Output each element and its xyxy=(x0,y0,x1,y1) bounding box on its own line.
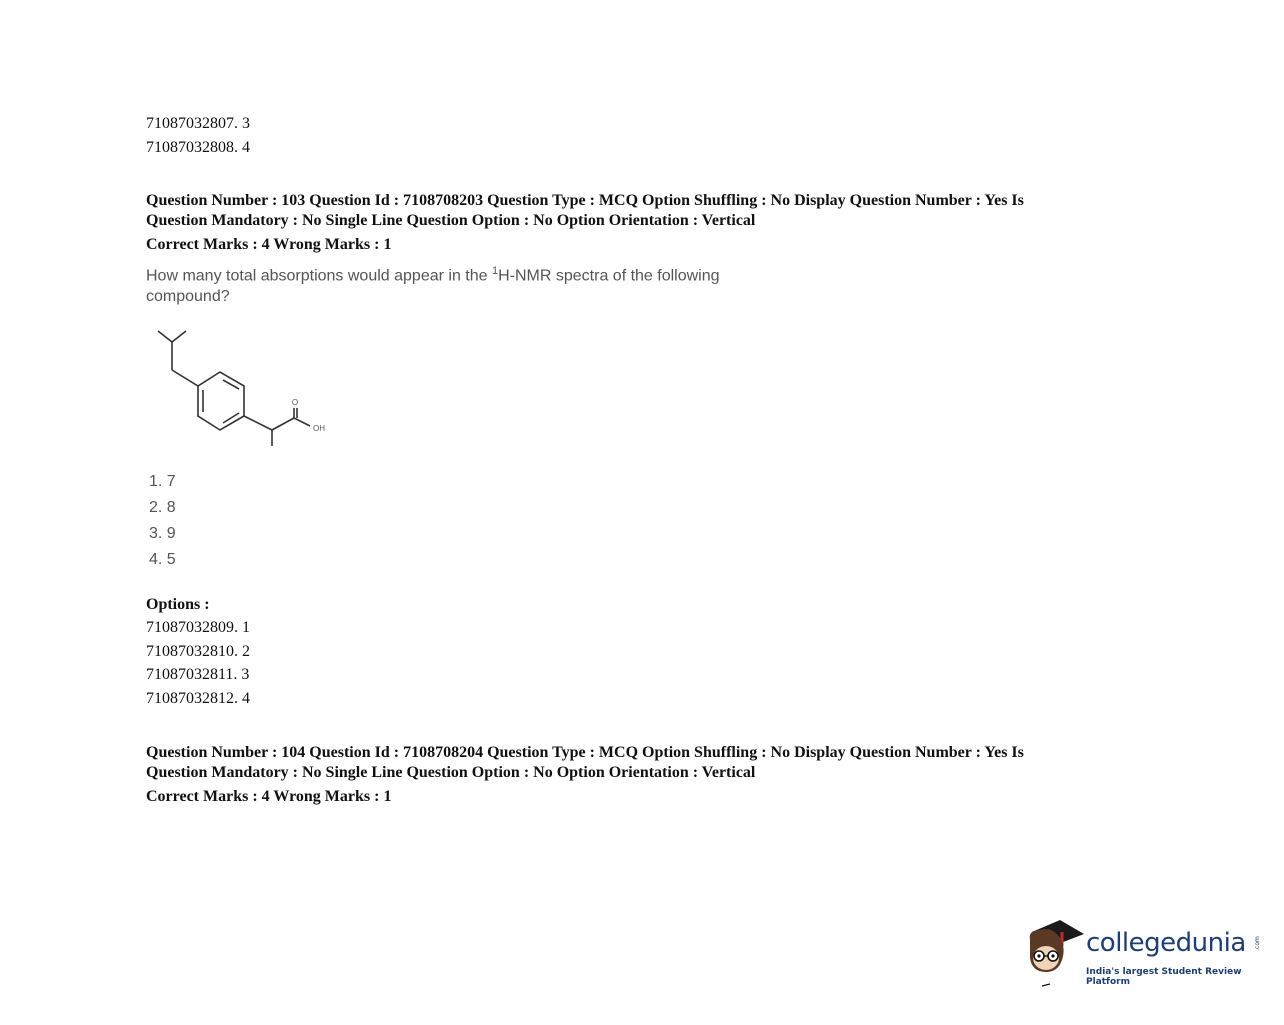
q103-header-line2: Question Mandatory : No Single Line Question Option : No Option Orientation : Vertical xyxy=(146,212,756,229)
q103-question-line1: How many total absorptions would appear in the $^1$H-NMR spectra of the following xyxy=(146,265,720,285)
q103-choice-2: 2. 8 xyxy=(149,499,176,516)
collegedunia-logo xyxy=(1022,918,1262,988)
q103-header-line1: Question Number : 103 Question Id : 7108708203 Question Type : MCQ Option Shuffling : No Display Question Number : Yes Is xyxy=(146,192,1024,209)
brand-tagline: India's largest Student Review Platform xyxy=(1086,967,1242,987)
q104-header-line1: Question Number : 104 Question Id : 7108708204 Question Type : MCQ Option Shuffling : No Display Question Number : Yes Is xyxy=(146,744,1024,761)
q103-option-2: 71087032810. 2 xyxy=(146,643,250,660)
hydroxyl-label: OH xyxy=(313,424,325,433)
q104-header-line2: Question Mandatory : No Single Line Question Option : No Option Orientation : Vertical xyxy=(146,764,756,781)
q103-option-4: 71087032812. 4 xyxy=(146,690,250,707)
q103-choice-1: 1. 7 xyxy=(149,473,176,490)
mascot-icon xyxy=(1022,918,1084,988)
q103-option-1: 71087032809. 1 xyxy=(146,619,250,636)
prev-option-3: 71087032807. 3 xyxy=(146,115,250,132)
q104-marks: Correct Marks : 4 Wrong Marks : 1 xyxy=(146,788,392,805)
prev-option-4: 71087032808. 4 xyxy=(146,139,250,156)
carbonyl-oxygen-label: O xyxy=(291,398,299,407)
q103-options-heading: Options : xyxy=(146,596,210,613)
q103-choice-3: 3. 9 xyxy=(149,525,176,542)
q103-marks: Correct Marks : 4 Wrong Marks : 1 xyxy=(146,236,392,253)
brand-suffix: .com xyxy=(1253,936,1261,951)
q103-question-line2: compound? xyxy=(146,288,230,305)
q103-option-3: 71087032811. 3 xyxy=(146,666,250,683)
brand-name: collegedunia xyxy=(1086,928,1246,958)
q103-choice-4: 4. 5 xyxy=(149,551,176,568)
ibuprofen-structure-image xyxy=(148,326,338,451)
